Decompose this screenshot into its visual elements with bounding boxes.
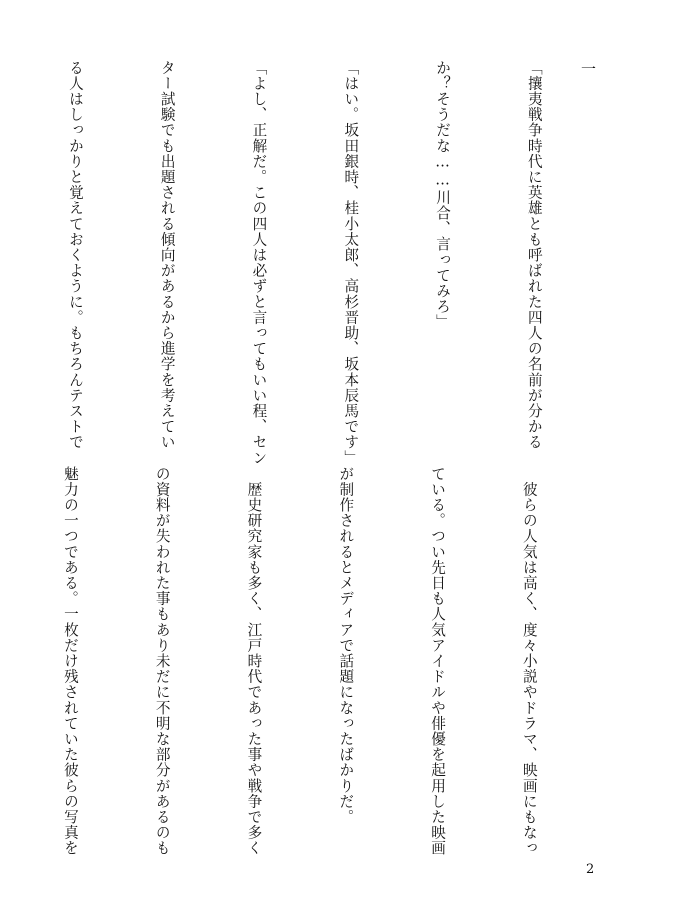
text-column: 魅力の一つである。一枚だけ残されていた彼らの写真を bbox=[61, 466, 79, 856]
upper-text-block bbox=[0, 60, 610, 466]
text-column: ている。つい先日も人気アイドルや俳優を起用した映画 bbox=[429, 466, 447, 856]
chapter-mark: 一 bbox=[581, 60, 597, 78]
text-column: 「よし、正解だ。この四人は必ずと言ってもいい程、セン bbox=[250, 60, 268, 466]
text-column: 「はい。坂田銀時、桂小太郎、高杉晋助、坂本辰馬です」 bbox=[342, 60, 360, 466]
text-column: の資料が失われた事もあり未だに不明な部分があるのも bbox=[153, 466, 171, 856]
page-number: 2 bbox=[586, 862, 595, 877]
text-column: 彼らの人気は高く、度々小説やドラマ、映画にもなっ bbox=[520, 466, 538, 856]
text-column: が制作されるとメディアで話題になったばかりだ。 bbox=[337, 466, 355, 825]
text-column: ター試験でも出題される傾向があるから進学を考えてい bbox=[158, 60, 176, 450]
text-column: か？そうだな……川合、言ってみろ」 bbox=[434, 60, 452, 330]
text-column: る人はしっかりと覚えておくように。もちろんテストで bbox=[66, 60, 84, 450]
lower-text-block bbox=[0, 466, 605, 856]
text-column: 歴史研究家も多く、江戸時代であった事や戦争で多く bbox=[245, 466, 263, 856]
text-column: 「攘夷戦争時代に英雄とも呼ばれた四人の名前が分かる bbox=[525, 60, 543, 450]
